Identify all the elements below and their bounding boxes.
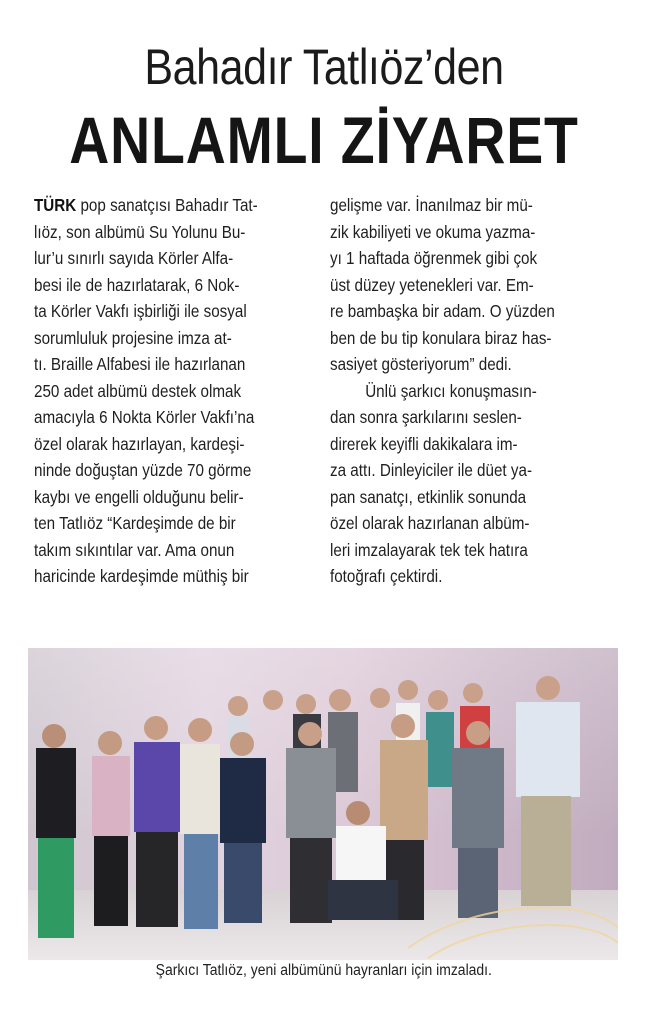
column-line: lıöz, son albümü Su Yolunu Bu- bbox=[34, 221, 246, 242]
column-line: zik kabiliyeti ve okuma yazma- bbox=[330, 221, 536, 242]
column-line: direrek keyifli dakikalara im- bbox=[330, 433, 518, 454]
photo-caption: Şarkıcı Tatlıöz, yeni albümünü hayranları için imzaladı. bbox=[155, 962, 493, 979]
column-line: gelişme var. İnanılmaz bir mü- bbox=[330, 195, 533, 215]
column-line: özel olarak hazırlanan albüm- bbox=[330, 513, 530, 533]
column-line: pan sanatçı, etkinlik sonunda bbox=[330, 486, 527, 507]
column-line: TÜRK pop sanatçısı Bahadır Tat- bbox=[34, 195, 258, 215]
article-column-right bbox=[330, 192, 622, 590]
column-line: leri imzalayarak tek tek hatıra bbox=[330, 539, 528, 560]
column-line: takım sıkıntılar var. Ama onun bbox=[34, 539, 235, 560]
column-line: 250 adet albümü destek olmak bbox=[34, 380, 242, 401]
lead-word: TÜRK bbox=[34, 195, 77, 215]
column-line: üst düzey yetenekleri var. Em- bbox=[330, 274, 534, 295]
group-photo-people bbox=[28, 648, 618, 960]
paragraph-start-line: Ünlü şarkıcı konuşmasın- bbox=[365, 380, 537, 401]
column-line: sorumluluk projesine imza at- bbox=[34, 327, 232, 348]
column-line: re bambaşka bir adam. O yüzden bbox=[330, 301, 555, 321]
headline-subject: Bahadır Tatlıöz’den bbox=[144, 39, 504, 95]
column-line: ninde doğuştan yüzde 70 görme bbox=[34, 460, 252, 480]
article-column-left bbox=[34, 192, 324, 590]
column-line: ten Tatlıöz “Kardeşimde de bir bbox=[34, 513, 236, 533]
column-line: haricinde kardeşimde müthiş bir bbox=[34, 566, 249, 586]
column-line: za attı. Dinleyiciler ile düet ya- bbox=[330, 460, 533, 480]
column-line: lur’u sınırlı sayıda Körler Alfa- bbox=[34, 248, 234, 268]
column-line: ta Körler Vakfı işbirliği ile sosyal bbox=[34, 301, 247, 321]
column-line: kaybı ve engelli olduğunu belir- bbox=[34, 486, 244, 507]
group-photo bbox=[28, 648, 618, 960]
column-line: ben de bu tip konulara biraz has- bbox=[330, 327, 552, 348]
headline-main: ANLAMLI ZİYARET bbox=[69, 103, 579, 177]
column-line: yı 1 haftada öğrenmek gibi çok bbox=[330, 248, 538, 268]
column-line: fotoğrafı çektirdi. bbox=[330, 566, 443, 586]
column-line: amacıyla 6 Nokta Körler Vakfı’na bbox=[34, 407, 255, 427]
column-line: özel olarak hazırlayan, kardeşi- bbox=[34, 433, 245, 454]
column-line: sasiyet gösteriyorum” dedi. bbox=[330, 354, 512, 374]
column-line: tı. Braille Alfabesi ile hazırlanan bbox=[34, 354, 246, 374]
column-line: dan sonra şarkılarını seslen- bbox=[330, 407, 522, 427]
column-line: besi ile de hazırlatarak, 6 Nok- bbox=[34, 274, 240, 295]
